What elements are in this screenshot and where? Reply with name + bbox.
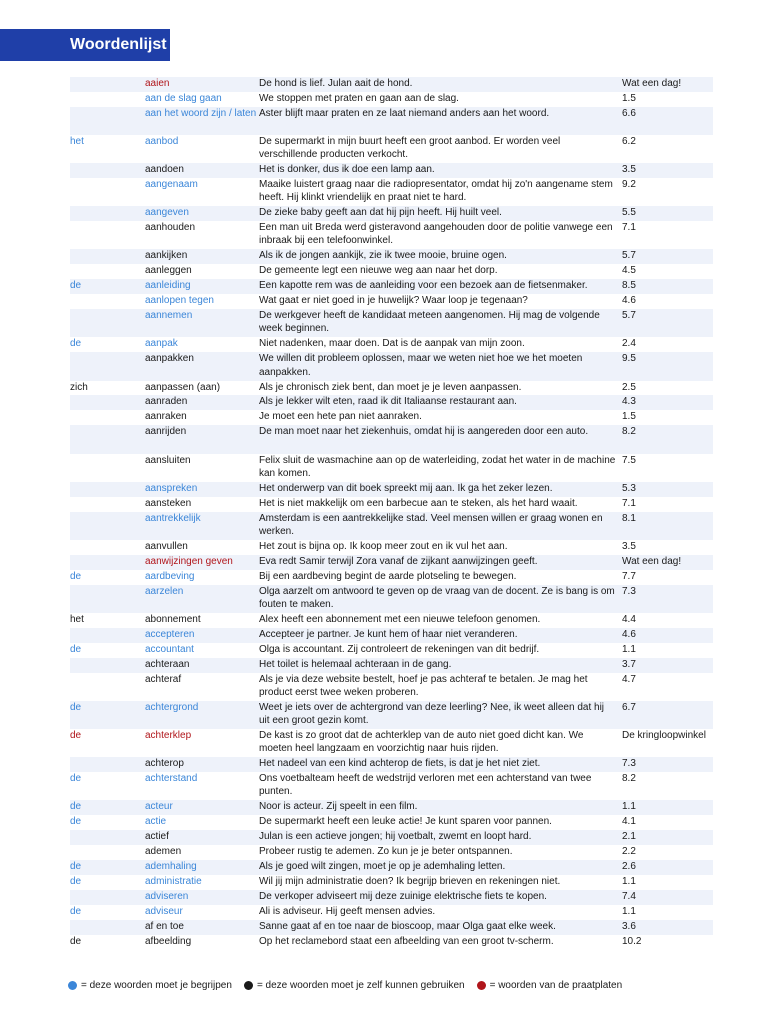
word-cell: aanhouden (145, 222, 196, 234)
table-row (70, 454, 713, 482)
chapter-cell: 9.5 (622, 353, 636, 365)
article-cell: de (70, 643, 82, 655)
sentence-cell: Ali is adviseur. Hij geeft mensen advies. (259, 905, 436, 917)
chapter-cell: 4.4 (622, 613, 636, 625)
chapter-cell: 6.6 (622, 107, 636, 119)
table-row (70, 757, 713, 772)
sentence-cell: We stoppen met praten en gaan aan de slag. (259, 92, 459, 104)
sentence-cell: Maaike luistert graag naar die radiopresentator, omdat hij zo'n aangename stem heeft. Hij klinkt vriendelijk en praat niet te hard. (259, 179, 613, 204)
article-cell: de (70, 875, 82, 887)
word-cell: aangenaam (145, 179, 198, 191)
article-cell (70, 395, 145, 410)
chapter-cell: 7.1 (622, 222, 636, 234)
article-cell (70, 221, 145, 249)
article-cell (70, 482, 145, 497)
word-cell: ademhaling (145, 860, 197, 872)
article-cell: de (70, 801, 82, 813)
chapter-cell: 9.2 (622, 179, 636, 191)
article-cell (70, 890, 145, 905)
chapter-cell: 7.1 (622, 497, 636, 509)
word-cell: achterklep (145, 729, 192, 741)
article-cell (70, 249, 145, 264)
sentence-cell: Alex heeft een abonnement met een nieuwe telefoon genomen. (259, 613, 541, 625)
word-cell: adviseur (145, 905, 183, 917)
legend-item (244, 980, 465, 991)
word-cell: acteur (145, 801, 173, 813)
sentence-cell: Probeer rustig te ademen. Zo kun je je beter ontspannen. (259, 846, 513, 858)
article-cell (70, 294, 145, 309)
table-row (70, 935, 713, 950)
chapter-cell: 4.6 (622, 628, 636, 640)
sentence-cell: Het toilet is helemaal achteraan in de gang. (259, 658, 452, 670)
word-cell: actief (145, 831, 169, 843)
chapter-cell: Wat een dag! (622, 555, 682, 567)
table-row (70, 613, 713, 628)
table-row (70, 221, 713, 249)
sentence-cell: Het zout is bijna op. Ik koop meer zout en ik vul het aan. (259, 540, 508, 552)
article-cell: de (70, 816, 82, 828)
chapter-cell: 1.5 (622, 411, 636, 423)
chapter-cell: 3.7 (622, 658, 636, 670)
table-row (70, 860, 713, 875)
chapter-cell: 8.2 (622, 773, 636, 784)
sentence-cell: Als je goed wilt zingen, moet je op je ademhaling letten. (259, 860, 506, 872)
table-row (70, 875, 713, 890)
word-cell: aansluiten (145, 454, 191, 466)
article-cell (70, 658, 145, 673)
article-cell (70, 512, 145, 540)
table-row (70, 540, 713, 555)
article-cell (70, 628, 145, 643)
table-row (70, 570, 713, 585)
page-title: Woordenlijst (70, 36, 167, 53)
article-cell: de (70, 935, 82, 947)
sentence-cell: Het nadeel van een kind achterop de fiets, is dat je het niet ziet. (259, 758, 541, 770)
article-cell: de (70, 570, 82, 582)
word-list-table (70, 77, 713, 950)
table-row (70, 772, 713, 800)
article-cell (70, 497, 145, 512)
article-cell: zich (70, 381, 88, 393)
chapter-cell: 4.3 (622, 396, 636, 408)
chapter-cell: 5.7 (622, 250, 636, 262)
word-cell: administratie (145, 875, 202, 887)
article-cell (70, 585, 145, 613)
chapter-cell: 4.6 (622, 295, 636, 307)
table-row (70, 482, 713, 497)
sentence-cell: De supermarkt heeft een leuke actie! Je kunt sparen voor pannen. (259, 816, 552, 828)
sentence-cell: De kast is zo groot dat de achterklep van de auto niet goed dicht kan. We moeten heel langzaam en voorzichtig naar huis rijden. (259, 729, 584, 755)
chapter-cell: 10.2 (622, 935, 642, 947)
table-row (70, 701, 713, 729)
article-cell: de (70, 860, 82, 872)
chapter-cell: 7.3 (622, 585, 636, 597)
word-cell: abonnement (145, 613, 201, 625)
table-row (70, 815, 713, 830)
chapter-cell: 5.7 (622, 310, 636, 322)
table-row (70, 337, 713, 352)
legend-label: = woorden van de praatplaten (489, 980, 623, 991)
sentence-cell: Aster blijft maar praten en ze laat niemand anders aan het woord. (259, 107, 550, 119)
word-cell: achterstand (145, 773, 198, 784)
table-row (70, 658, 713, 673)
sentence-cell: Als ik de jongen aankijk, zie ik twee mooie, bruine ogen. (259, 250, 507, 262)
word-cell: aanwijzingen geven (145, 555, 233, 567)
chapter-cell: 4.5 (622, 265, 636, 277)
sentence-cell: Sanne gaat af en toe naar de bioscoop, maar Olga gaat elke week. (259, 920, 556, 932)
chapter-cell: 5.3 (622, 482, 636, 494)
table-row (70, 77, 713, 92)
article-cell: het (70, 613, 84, 625)
sentence-cell: De supermarkt in mijn buurt heeft een groot aanbod. Er worden veel verschillende producten verkocht. (259, 136, 561, 161)
word-cell: adviseren (145, 890, 189, 902)
legend-dot-icon (244, 981, 253, 990)
table-row (70, 135, 713, 163)
table-row (70, 395, 713, 410)
table-row (70, 410, 713, 425)
chapter-cell: 7.7 (622, 570, 636, 582)
table-row (70, 279, 713, 294)
article-cell (70, 107, 145, 135)
article-cell (70, 77, 145, 92)
table-row (70, 249, 713, 264)
word-cell: aardbeving (145, 570, 195, 582)
word-cell: aanvullen (145, 540, 188, 552)
sentence-cell: Olga aarzelt om antwoord te geven op de vraag van de docent. Ze is bang is om fouten te maken. (259, 585, 615, 610)
table-row (70, 107, 713, 135)
article-cell: de (70, 905, 82, 917)
sentence-cell: De werkgever heeft de kandidaat meteen aangenomen. Hij mag de volgende week beginnen. (259, 310, 600, 335)
article-cell (70, 352, 145, 380)
table-row (70, 890, 713, 905)
legend (68, 980, 634, 991)
article-cell (70, 163, 145, 178)
page-header (0, 29, 170, 61)
word-cell: aannemen (145, 310, 193, 322)
table-row (70, 643, 713, 658)
sentence-cell: Het onderwerp van dit boek spreekt mij aan. Ik ga het zeker lezen. (259, 482, 553, 494)
word-cell: aansteken (145, 497, 192, 509)
chapter-cell: 1.1 (622, 801, 636, 813)
word-cell: aanpak (145, 338, 178, 350)
legend-dot-icon (68, 981, 77, 990)
sentence-cell: Eva redt Samir terwijl Zora vanaf de zijkant aanwijzingen geeft. (259, 555, 538, 567)
word-cell: aanpassen (aan) (145, 381, 221, 393)
article-cell (70, 555, 145, 570)
word-cell: actie (145, 816, 167, 828)
table-row (70, 905, 713, 920)
legend-item (477, 980, 623, 991)
article-cell (70, 454, 145, 482)
word-cell: aanspreken (145, 482, 198, 494)
chapter-cell: 2.5 (622, 381, 636, 393)
chapter-cell: 6.2 (622, 136, 636, 148)
chapter-cell: 2.1 (622, 831, 636, 843)
chapter-cell: 1.1 (622, 905, 636, 917)
chapter-cell: 1.1 (622, 643, 636, 655)
word-cell: achterop (145, 758, 184, 770)
table-row (70, 830, 713, 845)
word-cell: accepteren (145, 628, 195, 640)
chapter-cell: 4.7 (622, 673, 636, 685)
sentence-cell: Olga is accountant. Zij controleert de rekeningen van dit bedrijf. (259, 643, 540, 655)
article-cell: het (70, 136, 84, 148)
sentence-cell: Een man uit Breda werd gisteravond aangehouden door de politie vanwege een inbraak bij een telefoonwinkel. (259, 222, 613, 247)
chapter-cell: 6.7 (622, 701, 636, 713)
word-cell: aantrekkelijk (145, 512, 201, 524)
sentence-cell: De zieke baby geeft aan dat hij pijn heeft. Hij huilt veel. (259, 207, 502, 219)
table-row (70, 497, 713, 512)
article-cell (70, 410, 145, 425)
sentence-cell: Ons voetbalteam heeft de wedstrijd verloren met een achterstand van twee punten. (259, 773, 592, 798)
table-row (70, 425, 713, 453)
table-row (70, 512, 713, 540)
chapter-cell: 3.5 (622, 164, 636, 176)
word-cell: aanbod (145, 136, 179, 148)
chapter-cell: 2.6 (622, 860, 636, 872)
article-cell (70, 845, 145, 860)
article-cell: de (70, 701, 82, 713)
chapter-cell: 7.5 (622, 454, 636, 466)
chapter-cell: 7.4 (622, 890, 636, 902)
chapter-cell: 8.1 (622, 512, 636, 524)
article-cell (70, 92, 145, 107)
sentence-cell: Je moet een hete pan niet aanraken. (259, 411, 422, 423)
article-cell (70, 920, 145, 935)
table-row (70, 206, 713, 221)
chapter-cell: 2.4 (622, 338, 636, 350)
sentence-cell: Het is donker, dus ik doe een lamp aan. (259, 164, 435, 176)
legend-dot-icon (477, 981, 486, 990)
article-cell (70, 673, 145, 701)
word-cell: aanraden (145, 396, 188, 408)
word-cell: aanrijden (145, 426, 187, 438)
word-cell: aaien (145, 78, 170, 89)
sentence-cell: Als je via deze website bestelt, hoef je pas achteraf te betalen. Je mag het product eerst twee weken proberen. (259, 673, 588, 698)
word-cell: aanleiding (145, 280, 191, 292)
legend-label: = deze woorden moet je zelf kunnen gebruiken (256, 980, 465, 991)
chapter-cell: Wat een dag! (622, 78, 682, 89)
table-row (70, 92, 713, 107)
sentence-cell: Noor is acteur. Zij speelt in een film. (259, 801, 418, 813)
table-row (70, 673, 713, 701)
sentence-cell: Julan is een actieve jongen; hij voetbalt, zwemt en loopt hard. (259, 831, 532, 843)
word-cell: aandoen (145, 164, 184, 176)
sentence-cell: Felix sluit de wasmachine aan op de waterleiding, zodat het water in de machine kan komen. (259, 454, 616, 479)
word-cell: afbeelding (145, 935, 192, 947)
table-row (70, 381, 713, 396)
chapter-cell: 8.5 (622, 280, 636, 292)
article-cell (70, 830, 145, 845)
word-cell: aan het woord zijn / laten (145, 107, 257, 119)
table-row (70, 352, 713, 380)
word-cell: ademen (145, 846, 182, 858)
word-cell: achteraf (145, 673, 182, 685)
article-cell (70, 178, 145, 206)
chapter-cell: 1.1 (622, 875, 636, 887)
word-cell: aanleggen (145, 265, 192, 277)
sentence-cell: De hond is lief. Julan aait de hond. (259, 78, 413, 89)
article-cell (70, 757, 145, 772)
sentence-cell: De man moet naar het ziekenhuis, omdat hij is aangereden door een auto. (259, 426, 589, 438)
table-row (70, 628, 713, 643)
article-cell (70, 264, 145, 279)
legend-item (68, 980, 232, 991)
chapter-cell: De kringloopwinkel (622, 729, 706, 741)
sentence-cell: De gemeente legt een nieuwe weg aan naar het dorp. (259, 265, 498, 277)
sentence-cell: Accepteer je partner. Je kunt hem of haar niet veranderen. (259, 628, 518, 640)
word-cell: aanlopen tegen (145, 295, 214, 307)
article-cell (70, 425, 145, 453)
sentence-cell: Bij een aardbeving begint de aarde plotseling te bewegen. (259, 570, 517, 582)
word-cell: aankijken (145, 250, 188, 262)
sentence-cell: We willen dit probleem oplossen, maar we weten niet hoe we het moeten aanpakken. (259, 353, 583, 378)
article-cell (70, 206, 145, 221)
sentence-cell: Als je chronisch ziek bent, dan moet je je leven aanpassen. (259, 381, 522, 393)
legend-label: = deze woorden moet je begrijpen (81, 980, 232, 991)
table-row (70, 178, 713, 206)
article-cell: de (70, 729, 82, 741)
chapter-cell: 1.5 (622, 92, 636, 104)
sentence-cell: Wil jij mijn administratie doen? Ik begrijp brieven en rekeningen niet. (259, 875, 561, 887)
sentence-cell: Niet nadenken, maar doen. Dat is de aanpak van mijn zoon. (259, 338, 525, 350)
sentence-cell: Wat gaat er niet goed in je huwelijk? Waar loop je tegenaan? (259, 295, 528, 307)
chapter-cell: 7.3 (622, 758, 636, 770)
chapter-cell: 4.1 (622, 816, 636, 828)
word-cell: af en toe (145, 920, 184, 932)
sentence-cell: Amsterdam is een aantrekkelijke stad. Veel mensen willen er graag wonen en werken. (259, 512, 603, 537)
chapter-cell: 5.5 (622, 207, 636, 219)
word-cell: aangeven (145, 207, 189, 219)
word-cell: aarzelen (145, 585, 184, 597)
chapter-cell: 3.5 (622, 540, 636, 552)
sentence-cell: Op het reclamebord staat een afbeelding van een groot tv-scherm. (259, 935, 554, 947)
word-cell: aanraken (145, 411, 187, 423)
table-row (70, 920, 713, 935)
table-row (70, 264, 713, 279)
table-row (70, 294, 713, 309)
article-cell: de (70, 773, 82, 784)
word-cell: aanpakken (145, 353, 194, 365)
article-cell (70, 309, 145, 337)
word-cell: accountant (145, 643, 194, 655)
sentence-cell: De verkoper adviseert mij deze zuinige elektrische fiets te kopen. (259, 890, 547, 902)
table-row (70, 585, 713, 613)
chapter-cell: 2.2 (622, 846, 636, 858)
table-row (70, 800, 713, 815)
article-cell: de (70, 338, 82, 350)
word-cell: aan de slag gaan (145, 92, 222, 104)
sentence-cell: Als je lekker wilt eten, raad ik dit Italiaanse restaurant aan. (259, 396, 517, 408)
table-row (70, 729, 713, 757)
table-row (70, 309, 713, 337)
chapter-cell: 8.2 (622, 426, 636, 438)
word-cell: achtergrond (145, 701, 199, 713)
table-row (70, 163, 713, 178)
article-cell (70, 540, 145, 555)
table-row (70, 845, 713, 860)
sentence-cell: Een kapotte rem was de aanleiding voor een bezoek aan de fietsenmaker. (259, 280, 588, 292)
chapter-cell: 3.6 (622, 920, 636, 932)
sentence-cell: Het is niet makkelijk om een barbecue aan te steken, als het hard waait. (259, 497, 578, 509)
word-cell: achteraan (145, 658, 190, 670)
table-row (70, 555, 713, 570)
sentence-cell: Weet je iets over de achtergrond van deze leerling? Nee, ik weet alleen dat hij uit een groot gezin komt. (259, 701, 605, 726)
article-cell: de (70, 280, 82, 292)
